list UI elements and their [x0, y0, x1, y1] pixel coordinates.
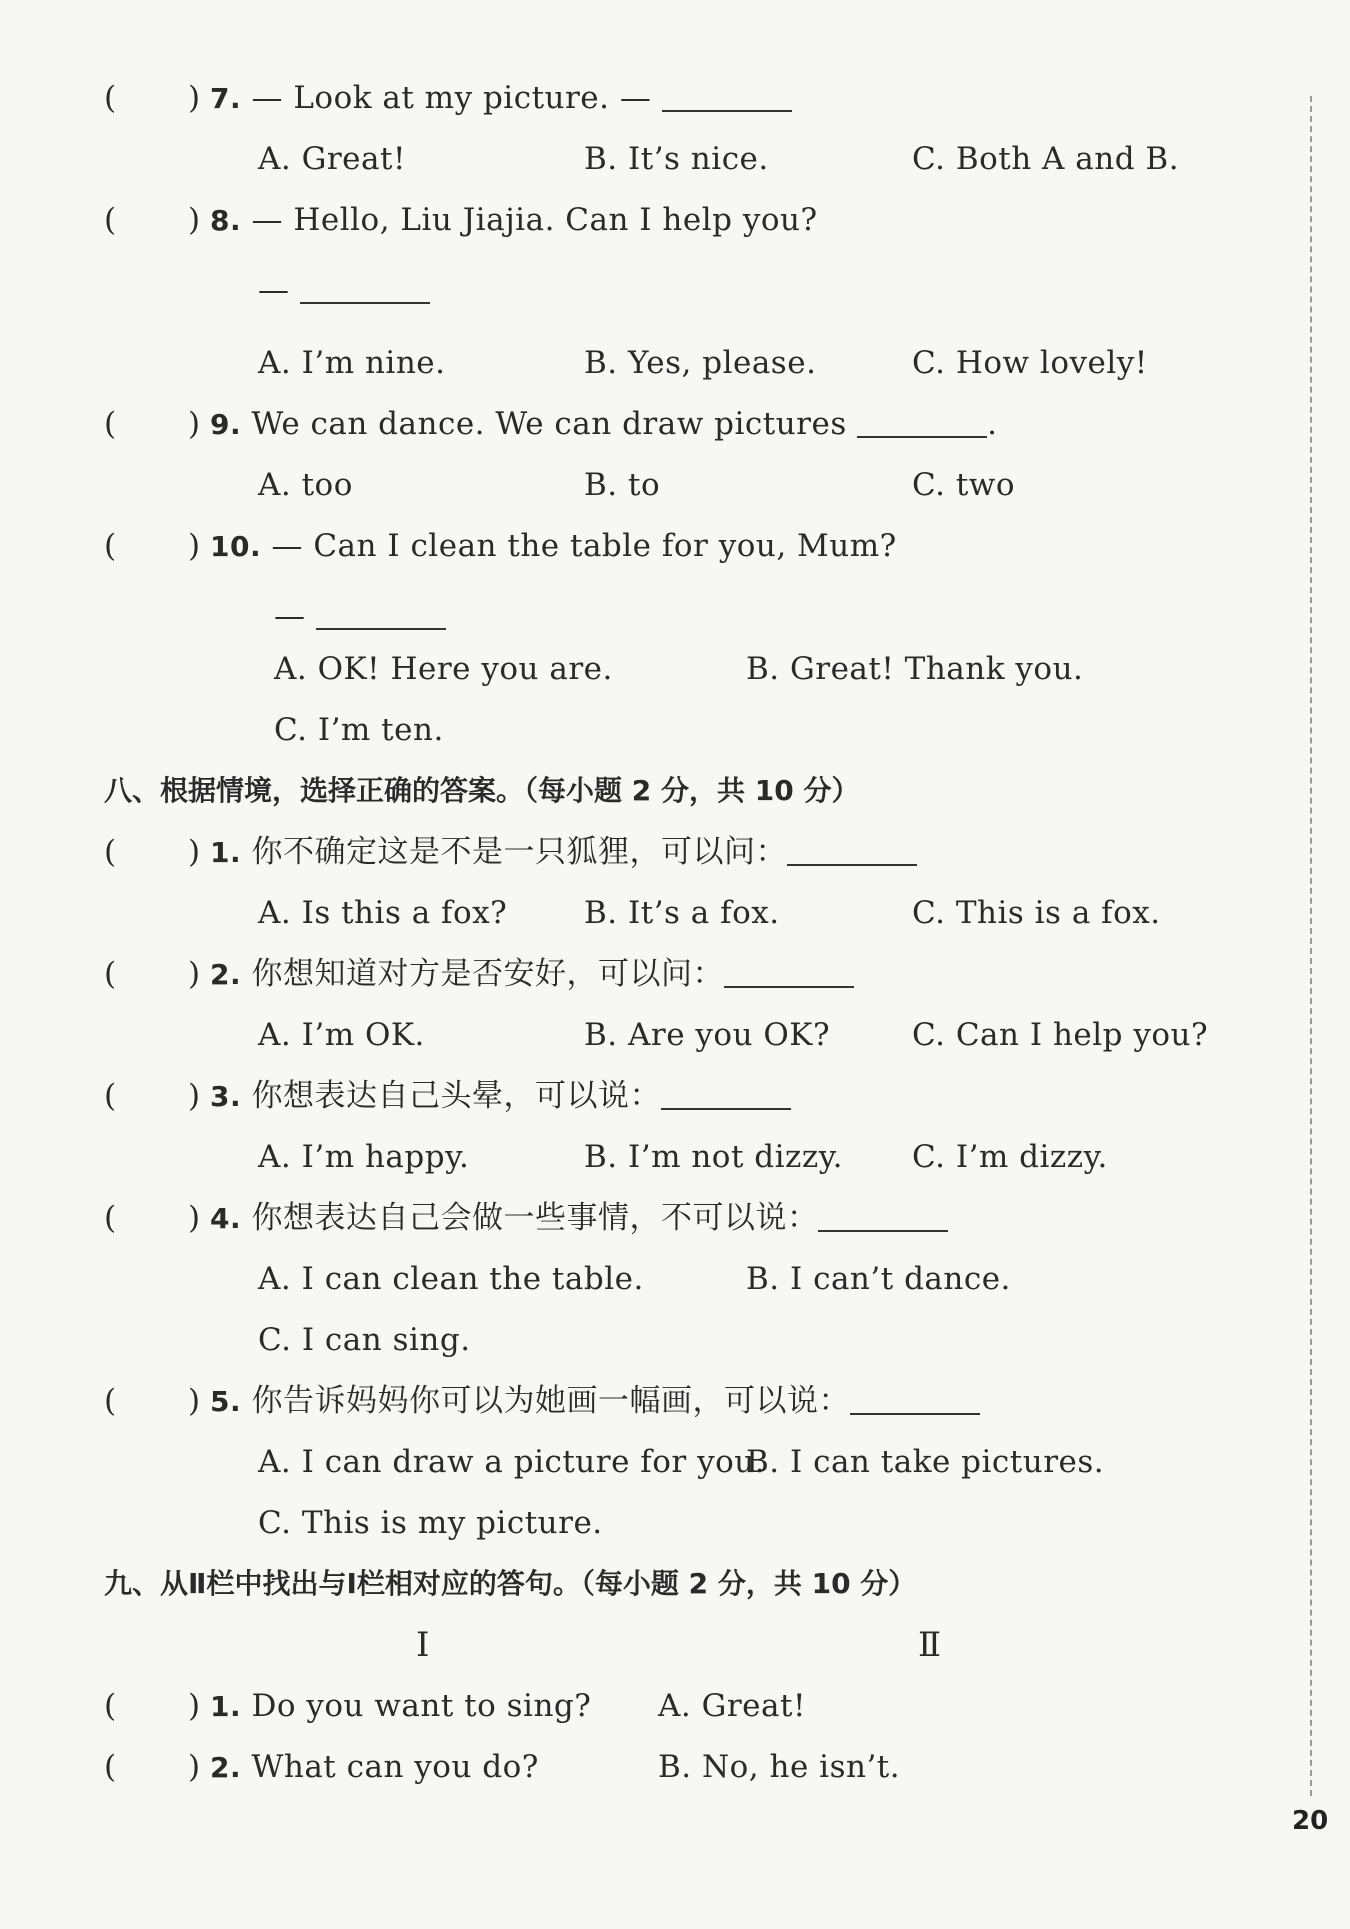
option-b: B. Great! Thank you.	[746, 651, 1084, 687]
question-prompt: What can you do?	[251, 1749, 539, 1785]
question-number: 7.	[210, 82, 242, 115]
question-prompt: We can dance. We can draw pictures	[251, 406, 847, 442]
option-b: B. Yes, please.	[584, 345, 817, 381]
question-number: 2.	[210, 958, 242, 991]
section-8-heading: 八、根据情境，选择正确的答案。（每小题 2 分，共 10 分）	[104, 774, 860, 807]
option-c: C. I’m dizzy.	[912, 1139, 1108, 1175]
answer-paren-left: (	[104, 528, 117, 564]
option-c: C. Can I help you?	[912, 1017, 1209, 1053]
option-a: A. Great!	[258, 141, 406, 177]
column-1-heading: Ⅰ	[416, 1625, 430, 1665]
answer-blank	[850, 1383, 980, 1415]
margin-dashed-rule	[1310, 96, 1312, 1796]
question-8-reply	[258, 270, 430, 310]
answer-blank	[787, 834, 917, 866]
answer-paren-right: )	[188, 528, 201, 564]
matching-answer: B. No, he isn’t.	[658, 1749, 901, 1785]
option-b: B. to	[584, 467, 661, 503]
question-prompt: 你想表达自己头晕，可以说：	[251, 1078, 661, 1114]
page-number: 20	[1292, 1806, 1329, 1836]
answer-blank	[316, 598, 446, 630]
question-prompt: 你想表达自己会做一些事情，不可以说：	[251, 1200, 819, 1236]
answer-paren-right: )	[188, 202, 201, 238]
question-number: 2.	[210, 1751, 242, 1784]
answer-paren-left: (	[104, 202, 117, 238]
answer-paren-left: (	[104, 834, 117, 870]
column-2-heading: Ⅱ	[918, 1625, 942, 1665]
option-c: C. I’m ten.	[274, 712, 444, 748]
answer-paren-right: )	[188, 1383, 201, 1419]
answer-blank	[818, 1200, 948, 1232]
option-c: C. How lovely!	[912, 345, 1148, 381]
option-a: A. Is this a fox?	[258, 895, 508, 931]
answer-paren-right: )	[188, 834, 201, 870]
option-a: A. I can draw a picture for you.	[258, 1444, 766, 1480]
option-a: A. I can clean the table.	[258, 1261, 644, 1297]
sentence-end: .	[987, 406, 998, 442]
option-a: A. OK! Here you are.	[274, 651, 613, 687]
option-a: A. I’m happy.	[258, 1139, 470, 1175]
answer-paren-left: (	[104, 1383, 117, 1419]
answer-paren-right: )	[188, 80, 201, 116]
question-number: 3.	[210, 1080, 242, 1113]
answer-paren-right: )	[188, 1200, 201, 1236]
answer-paren-left: (	[104, 1688, 117, 1724]
answer-paren-right: )	[188, 406, 201, 442]
answer-paren-left: (	[104, 956, 117, 992]
option-b: B. It’s a fox.	[584, 895, 780, 931]
answer-paren-right: )	[188, 956, 201, 992]
question-number: 10.	[210, 530, 262, 563]
option-b: B. I can’t dance.	[746, 1261, 1011, 1297]
question-number: 1.	[210, 836, 242, 869]
question-number: 9.	[210, 408, 242, 441]
question-prompt: — Hello, Liu Jiajia. Can I help you?	[251, 202, 818, 238]
option-a: A. too	[258, 467, 353, 503]
answer-paren-left: (	[104, 1200, 117, 1236]
question-prompt: Do you want to sing?	[251, 1688, 592, 1724]
question-number: 1.	[210, 1690, 242, 1723]
question-number: 4.	[210, 1202, 242, 1235]
question-prompt: 你告诉妈妈你可以为她画一幅画，可以说：	[251, 1383, 850, 1419]
option-a: A. I’m nine.	[258, 345, 446, 381]
question-number: 8.	[210, 204, 242, 237]
reply-dash: —	[258, 272, 290, 308]
answer-blank	[661, 1078, 791, 1110]
question-prompt: — Can I clean the table for you, Mum?	[271, 528, 897, 564]
option-c: C. two	[912, 467, 1015, 503]
answer-paren-left: (	[104, 80, 117, 116]
question-prompt: — Look at my picture. —	[251, 80, 652, 116]
answer-paren-left: (	[104, 1749, 117, 1785]
option-b: B. Are you OK?	[584, 1017, 831, 1053]
option-b: B. It’s nice.	[584, 141, 769, 177]
answer-blank	[300, 272, 430, 304]
matching-answer: A. Great!	[658, 1688, 806, 1724]
question-prompt: 你想知道对方是否安好，可以问：	[251, 956, 724, 992]
option-b: B. I can take pictures.	[746, 1444, 1105, 1480]
question-prompt: 你不确定这是不是一只狐狸，可以问：	[251, 834, 787, 870]
answer-blank	[662, 80, 792, 112]
option-c: C. I can sing.	[258, 1322, 471, 1358]
reply-dash: —	[274, 598, 306, 634]
section-9-heading: 九、从Ⅱ栏中找出与Ⅰ栏相对应的答句。（每小题 2 分，共 10 分）	[104, 1567, 917, 1600]
option-c: C. This is a fox.	[912, 895, 1161, 931]
answer-paren-right: )	[188, 1688, 201, 1724]
answer-paren-left: (	[104, 1078, 117, 1114]
option-c: C. This is my picture.	[258, 1505, 603, 1541]
answer-blank	[857, 406, 987, 438]
answer-paren-right: )	[188, 1749, 201, 1785]
option-a: A. I’m OK.	[258, 1017, 425, 1053]
answer-blank	[724, 956, 854, 988]
question-number: 5.	[210, 1385, 242, 1418]
question-10-reply	[274, 596, 446, 636]
answer-paren-right: )	[188, 1078, 201, 1114]
option-c: C. Both A and B.	[912, 141, 1180, 177]
option-b: B. I’m not dizzy.	[584, 1139, 843, 1175]
answer-paren-left: (	[104, 406, 117, 442]
